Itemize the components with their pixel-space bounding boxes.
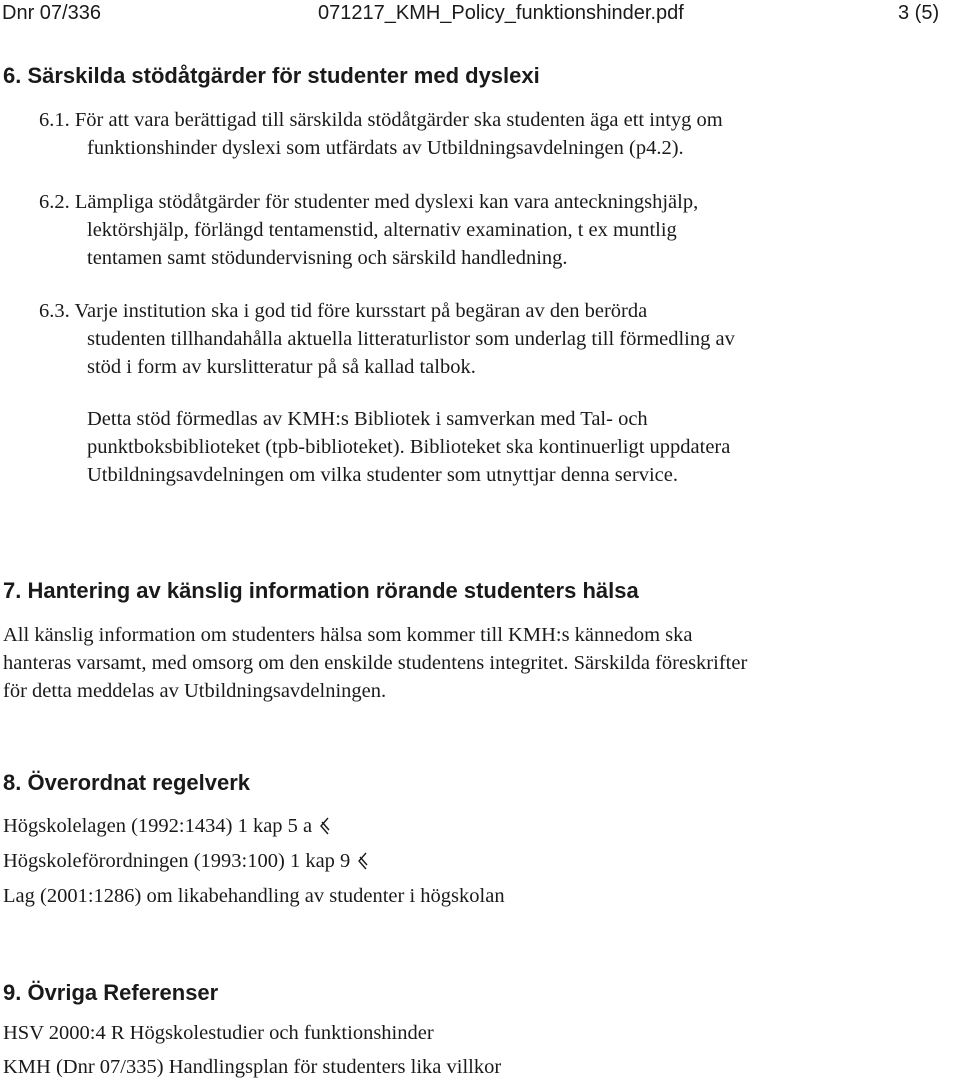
reference-item: Lag (2001:1286) om likabehandling av studenter i högskolan	[3, 885, 505, 907]
paragraph-line: hanteras varsamt, med omsorg om den enskilde studentens integritet. Särskilda föreskrifter	[3, 652, 748, 674]
paragraph-line: lektörshjälp, förlängd tentamenstid, alternativ examination, t ex muntlig	[87, 219, 677, 241]
paragraph-line: punktboksbiblioteket (tpb-biblioteket). Biblioteket ska kontinuerligt uppdatera	[87, 436, 731, 458]
paragraph-line: tentamen samt stödundervisning och särskild handledning.	[87, 247, 568, 269]
paragraph-line: för detta meddelas av Utbildningsavdelningen.	[3, 680, 387, 702]
paragraph-6-3-continuation	[87, 405, 730, 489]
paragraph-line: stöd i form av kurslitteratur på så kallad talbok.	[87, 356, 476, 378]
paragraph-number: 6.1.	[39, 109, 70, 131]
section-6-heading: 6. Särskilda stödåtgärder för studenter med dyslexi	[3, 63, 540, 88]
document-filename: 071217_KMH_Policy_funktionshinder.pdf	[318, 2, 684, 24]
section-8-heading: 8. Överordnat regelverk	[3, 770, 251, 795]
paragraph-6-1	[39, 106, 723, 162]
paragraph-line: För att vara berättigad till särskilda stödåtgärder ska studenten äga ett intyg om	[74, 109, 723, 131]
paragraph-line: Lämpliga stödåtgärder för studenter med dyslexi kan vara anteckningshjälp,	[74, 191, 699, 213]
paragraph-line: Detta stöd förmedlas av KMH:s Bibliotek i samverkan med Tal- och	[87, 408, 648, 430]
section-7-heading: 7. Hantering av känslig information rörande studenters hälsa	[3, 578, 639, 603]
paragraph-number: 6.2.	[39, 191, 70, 213]
paragraph-line: All känslig information om studenters hälsa som kommer till KMH:s kännedom ska	[3, 624, 693, 646]
section-9-heading: 9. Övriga Referenser	[3, 980, 219, 1005]
page-number: 3 (5)	[898, 2, 940, 24]
paragraph-line: Utbildningsavdelningen om vilka studenter som utnyttjar denna service.	[87, 464, 678, 486]
paragraph-6-3	[39, 297, 735, 381]
section-7-body	[3, 621, 747, 705]
paragraph-line: Varje institution ska i god tid före kursstart på begäran av den berörda	[74, 300, 648, 322]
reference-item: KMH (Dnr 07/335) Handlingsplan för studenters lika villkor	[3, 1056, 502, 1078]
reference-item: HSV 2000:4 R Högskolestudier och funktionshinder	[3, 1022, 434, 1044]
document-number: Dnr 07/336	[2, 2, 101, 24]
paragraph-number: 6.3.	[39, 300, 70, 322]
paragraph-line: studenten tillhandahålla aktuella litteraturlistor som underlag till förmedling av	[87, 328, 735, 350]
reference-item: Högskolelagen (1992:1434) 1 kap 5 a	[3, 815, 331, 838]
reference-item: Högskoleförordningen (1993:100) 1 kap 9	[3, 850, 369, 873]
section-sign-icon	[356, 852, 369, 870]
paragraph-6-2	[39, 188, 698, 272]
paragraph-line: funktionshinder dyslexi som utfärdats av Utbildningsavdelningen (p4.2).	[87, 137, 684, 159]
section-sign-icon	[318, 817, 331, 835]
